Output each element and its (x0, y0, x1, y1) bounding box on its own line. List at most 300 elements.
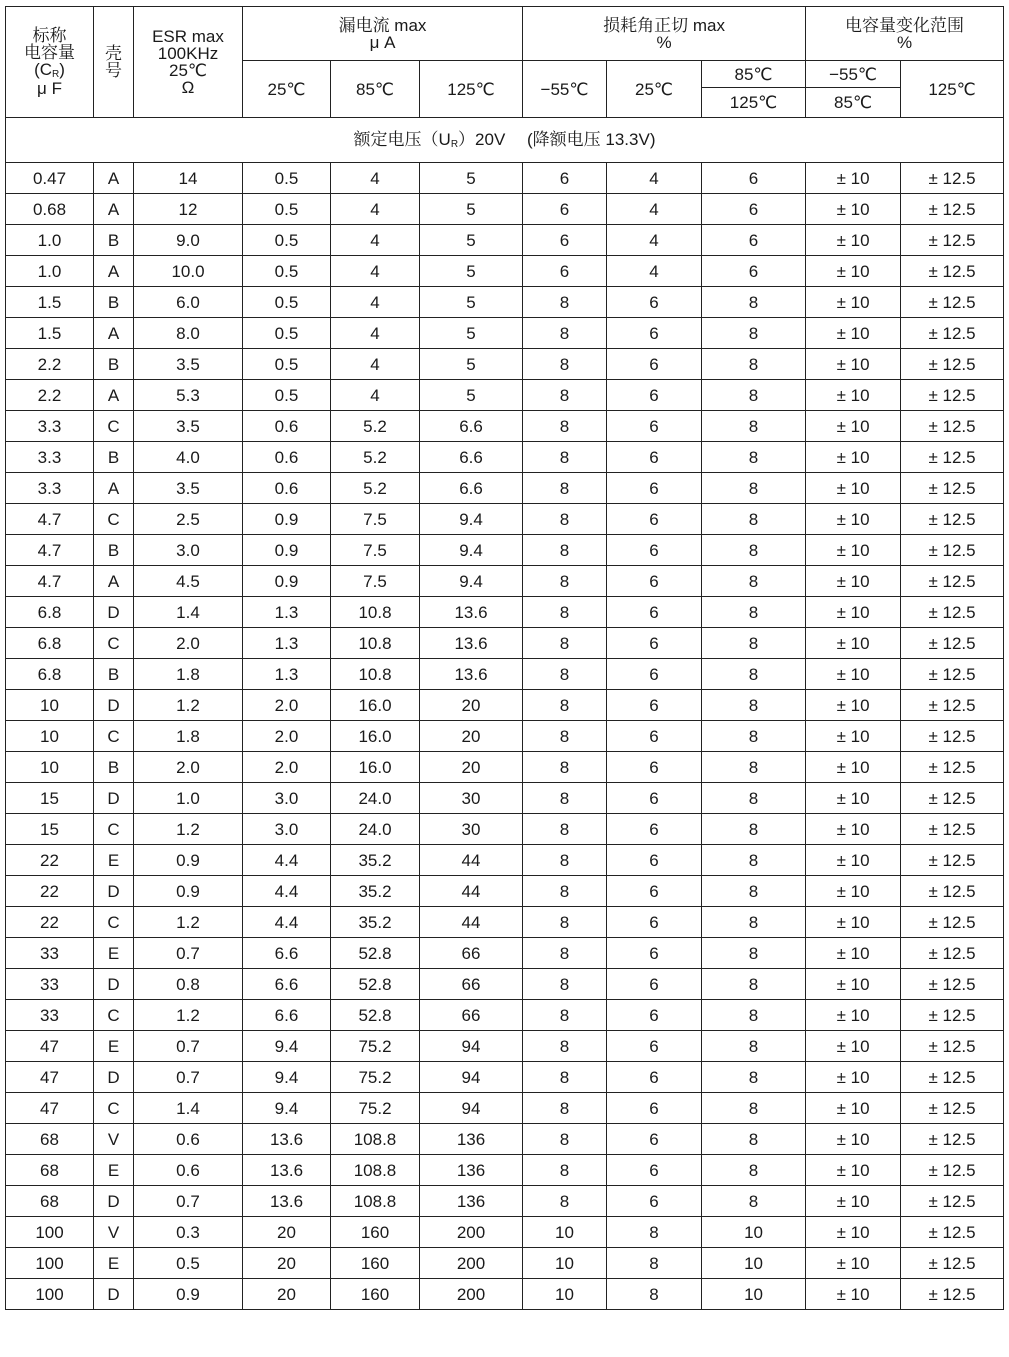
cell-leak-25c: 0.9 (243, 566, 331, 597)
cell-leak-125c: 6.6 (420, 442, 523, 473)
cell-df-minus55c: 8 (523, 876, 607, 907)
cell-cap-change-minus55-85c: ± 10 (806, 597, 901, 628)
cap-change-unit: % (896, 32, 913, 52)
cell-leak-25c: 6.6 (243, 969, 331, 1000)
cell-case: C (94, 411, 134, 442)
cell-df-25c: 6 (607, 411, 702, 442)
cell-cap-change-minus55-85c: ± 10 (806, 1062, 901, 1093)
cell-case: V (94, 1124, 134, 1155)
cell-df-25c: 6 (607, 1186, 702, 1217)
cell-leak-25c: 0.5 (243, 287, 331, 318)
cell-df-25c: 6 (607, 597, 702, 628)
cell-esr: 1.4 (134, 1093, 243, 1124)
cell-df-25c: 8 (607, 1279, 702, 1310)
cell-leak-125c: 66 (420, 1000, 523, 1031)
cap-change-col-minus55c: −55℃ (806, 61, 901, 88)
cell-case: D (94, 876, 134, 907)
cell-esr: 1.2 (134, 690, 243, 721)
cell-df-minus55c: 6 (523, 163, 607, 194)
cell-df-25c: 6 (607, 473, 702, 504)
cell-df-85-125c: 8 (702, 411, 806, 442)
header-dissipation-factor (523, 7, 806, 61)
cell-leak-85c: 108.8 (331, 1124, 420, 1155)
table-row (6, 969, 1004, 1000)
cell-leak-25c: 2.0 (243, 690, 331, 721)
cell-df-85-125c: 8 (702, 721, 806, 752)
cell-cap-change-minus55-85c: ± 10 (806, 287, 901, 318)
cell-capacitance: 3.3 (6, 411, 94, 442)
cell-leak-25c: 20 (243, 1217, 331, 1248)
cell-esr: 10.0 (134, 256, 243, 287)
cell-leak-125c: 13.6 (420, 628, 523, 659)
cell-leak-125c: 200 (420, 1248, 523, 1279)
cell-cap-change-minus55-85c: ± 10 (806, 256, 901, 287)
cell-esr: 0.9 (134, 1279, 243, 1310)
cell-cap-change-minus55-85c: ± 10 (806, 504, 901, 535)
cell-cap-change-125c: ± 12.5 (901, 504, 1004, 535)
cell-leak-125c: 5 (420, 349, 523, 380)
cell-df-25c: 6 (607, 1031, 702, 1062)
table-row (6, 845, 1004, 876)
table-row (6, 194, 1004, 225)
cell-leak-85c: 4 (331, 287, 420, 318)
cell-cap-change-125c: ± 12.5 (901, 907, 1004, 938)
cell-capacitance: 3.3 (6, 442, 94, 473)
leakage-unit: μ A (369, 32, 396, 52)
cell-capacitance: 100 (6, 1248, 94, 1279)
cell-cap-change-125c: ± 12.5 (901, 566, 1004, 597)
cell-df-85-125c: 8 (702, 442, 806, 473)
cell-leak-125c: 30 (420, 783, 523, 814)
cell-df-25c: 6 (607, 566, 702, 597)
cell-capacitance: 33 (6, 938, 94, 969)
cell-df-25c: 6 (607, 1093, 702, 1124)
cell-capacitance: 10 (6, 690, 94, 721)
cell-capacitance: 10 (6, 721, 94, 752)
cell-esr: 12 (134, 194, 243, 225)
cell-capacitance: 4.7 (6, 535, 94, 566)
cell-cap-change-125c: ± 12.5 (901, 721, 1004, 752)
cell-df-minus55c: 8 (523, 690, 607, 721)
cell-leak-25c: 2.0 (243, 721, 331, 752)
cell-capacitance: 100 (6, 1217, 94, 1248)
table-row (6, 783, 1004, 814)
cell-df-minus55c: 8 (523, 845, 607, 876)
cell-df-25c: 4 (607, 256, 702, 287)
cell-capacitance: 47 (6, 1093, 94, 1124)
table-row (6, 349, 1004, 380)
cell-leak-125c: 5 (420, 380, 523, 411)
table-row (6, 535, 1004, 566)
cell-df-25c: 6 (607, 907, 702, 938)
cell-cap-change-minus55-85c: ± 10 (806, 845, 901, 876)
cell-cap-change-125c: ± 12.5 (901, 969, 1004, 1000)
cell-capacitance: 1.5 (6, 287, 94, 318)
cell-cap-change-125c: ± 12.5 (901, 628, 1004, 659)
cell-df-minus55c: 8 (523, 380, 607, 411)
section-suffix: ）20V (降额电压 13.3V) (458, 129, 656, 149)
cell-cap-change-125c: ± 12.5 (901, 1000, 1004, 1031)
cell-df-minus55c: 8 (523, 721, 607, 752)
cell-df-minus55c: 8 (523, 938, 607, 969)
cell-case: A (94, 380, 134, 411)
df-title: 损耗角正切 max (603, 15, 725, 35)
cell-leak-85c: 75.2 (331, 1031, 420, 1062)
cell-case: C (94, 1093, 134, 1124)
cell-cap-change-125c: ± 12.5 (901, 442, 1004, 473)
leakage-title: 漏电流 max (338, 15, 427, 35)
cell-capacitance: 6.8 (6, 659, 94, 690)
cell-leak-85c: 35.2 (331, 876, 420, 907)
table-row (6, 318, 1004, 349)
cell-leak-25c: 20 (243, 1248, 331, 1279)
cell-leak-125c: 66 (420, 969, 523, 1000)
cell-leak-125c: 5 (420, 194, 523, 225)
cap-change-title: 电容量变化范围 (845, 15, 965, 35)
cell-capacitance: 47 (6, 1062, 94, 1093)
cell-cap-change-125c: ± 12.5 (901, 752, 1004, 783)
cell-df-25c: 6 (607, 876, 702, 907)
cell-leak-125c: 5 (420, 163, 523, 194)
cell-df-85-125c: 6 (702, 256, 806, 287)
cell-leak-85c: 5.2 (331, 442, 420, 473)
cell-df-85-125c: 8 (702, 597, 806, 628)
cell-df-85-125c: 8 (702, 628, 806, 659)
cell-capacitance: 10 (6, 752, 94, 783)
cell-df-25c: 6 (607, 442, 702, 473)
cell-leak-25c: 4.4 (243, 876, 331, 907)
cell-cap-change-125c: ± 12.5 (901, 473, 1004, 504)
cell-leak-25c: 0.5 (243, 318, 331, 349)
cell-case: D (94, 1186, 134, 1217)
cell-cap-change-minus55-85c: ± 10 (806, 690, 901, 721)
cell-case: A (94, 194, 134, 225)
cell-df-minus55c: 10 (523, 1248, 607, 1279)
cell-cap-change-minus55-85c: ± 10 (806, 783, 901, 814)
table-row (6, 566, 1004, 597)
cell-capacitance: 100 (6, 1279, 94, 1310)
cell-df-25c: 6 (607, 969, 702, 1000)
cell-case: D (94, 783, 134, 814)
cell-df-85-125c: 8 (702, 473, 806, 504)
cell-capacitance: 0.68 (6, 194, 94, 225)
cell-leak-25c: 1.3 (243, 597, 331, 628)
cell-df-minus55c: 8 (523, 504, 607, 535)
cell-case: A (94, 163, 134, 194)
cell-capacitance: 6.8 (6, 628, 94, 659)
cell-leak-85c: 4 (331, 318, 420, 349)
cell-capacitance: 22 (6, 845, 94, 876)
cell-leak-85c: 4 (331, 349, 420, 380)
cell-cap-change-minus55-85c: ± 10 (806, 1279, 901, 1310)
cell-capacitance: 22 (6, 907, 94, 938)
leak-col-125c: 125℃ (420, 61, 523, 118)
cell-df-85-125c: 8 (702, 752, 806, 783)
cell-case: C (94, 721, 134, 752)
cell-case: E (94, 845, 134, 876)
cell-esr: 0.7 (134, 938, 243, 969)
cell-leak-25c: 9.4 (243, 1031, 331, 1062)
cell-leak-125c: 9.4 (420, 535, 523, 566)
cell-df-minus55c: 8 (523, 566, 607, 597)
cell-df-minus55c: 8 (523, 411, 607, 442)
cell-esr: 1.8 (134, 721, 243, 752)
cell-df-minus55c: 10 (523, 1217, 607, 1248)
cell-leak-125c: 44 (420, 907, 523, 938)
cell-df-25c: 6 (607, 380, 702, 411)
cell-df-25c: 6 (607, 845, 702, 876)
cell-leak-85c: 7.5 (331, 535, 420, 566)
cell-leak-25c: 20 (243, 1279, 331, 1310)
cell-leak-125c: 94 (420, 1062, 523, 1093)
cell-leak-125c: 9.4 (420, 504, 523, 535)
cell-cap-change-125c: ± 12.5 (901, 535, 1004, 566)
cell-capacitance: 68 (6, 1124, 94, 1155)
cell-df-85-125c: 8 (702, 1124, 806, 1155)
cell-df-85-125c: 8 (702, 845, 806, 876)
cell-cap-change-125c: ± 12.5 (901, 1031, 1004, 1062)
cell-cap-change-minus55-85c: ± 10 (806, 1186, 901, 1217)
cell-cap-change-125c: ± 12.5 (901, 1186, 1004, 1217)
cell-case: D (94, 1279, 134, 1310)
cell-case: D (94, 1062, 134, 1093)
cell-df-minus55c: 8 (523, 442, 607, 473)
table-row (6, 597, 1004, 628)
table-row (6, 411, 1004, 442)
table-row (6, 473, 1004, 504)
cell-df-85-125c: 6 (702, 225, 806, 256)
cell-cap-change-125c: ± 12.5 (901, 597, 1004, 628)
table-row (6, 938, 1004, 969)
table-row (6, 380, 1004, 411)
cell-leak-25c: 0.9 (243, 504, 331, 535)
case-label-line1: 壳 (105, 44, 122, 63)
cell-df-minus55c: 6 (523, 256, 607, 287)
cell-leak-125c: 9.4 (420, 566, 523, 597)
cell-cap-change-minus55-85c: ± 10 (806, 380, 901, 411)
cell-leak-25c: 4.4 (243, 907, 331, 938)
cell-esr: 14 (134, 163, 243, 194)
cell-leak-25c: 0.5 (243, 349, 331, 380)
df-unit: % (656, 32, 672, 52)
cell-leak-125c: 200 (420, 1217, 523, 1248)
cell-cap-change-minus55-85c: ± 10 (806, 1155, 901, 1186)
cell-case: B (94, 752, 134, 783)
cell-case: C (94, 1000, 134, 1031)
cell-df-minus55c: 6 (523, 194, 607, 225)
table-row (6, 628, 1004, 659)
esr-label-line1: ESR max (152, 27, 224, 46)
cell-leak-25c: 0.5 (243, 163, 331, 194)
cap-label-line2: 电容量 (24, 43, 75, 62)
cell-cap-change-minus55-85c: ± 10 (806, 163, 901, 194)
cell-leak-85c: 16.0 (331, 752, 420, 783)
cell-leak-125c: 136 (420, 1124, 523, 1155)
cell-leak-85c: 24.0 (331, 783, 420, 814)
cell-df-25c: 4 (607, 225, 702, 256)
cell-cap-change-minus55-85c: ± 10 (806, 566, 901, 597)
header-case (94, 7, 134, 118)
cell-leak-25c: 6.6 (243, 938, 331, 969)
cell-df-minus55c: 8 (523, 1186, 607, 1217)
cell-df-85-125c: 8 (702, 287, 806, 318)
cell-leak-125c: 136 (420, 1155, 523, 1186)
cell-df-minus55c: 8 (523, 1031, 607, 1062)
cell-df-85-125c: 8 (702, 349, 806, 380)
cell-df-85-125c: 8 (702, 938, 806, 969)
cell-df-minus55c: 8 (523, 814, 607, 845)
cell-leak-125c: 20 (420, 690, 523, 721)
cell-cap-change-minus55-85c: ± 10 (806, 969, 901, 1000)
cell-capacitance: 22 (6, 876, 94, 907)
cell-leak-85c: 4 (331, 380, 420, 411)
cell-case: V (94, 1217, 134, 1248)
cell-case: D (94, 597, 134, 628)
cell-df-25c: 6 (607, 1000, 702, 1031)
cell-leak-85c: 108.8 (331, 1155, 420, 1186)
cell-esr: 0.9 (134, 876, 243, 907)
cell-df-85-125c: 8 (702, 690, 806, 721)
cell-cap-change-125c: ± 12.5 (901, 1279, 1004, 1310)
cell-esr: 0.7 (134, 1186, 243, 1217)
cell-esr: 0.7 (134, 1062, 243, 1093)
cell-df-25c: 6 (607, 721, 702, 752)
df-col-25c: 25℃ (607, 61, 702, 118)
cell-leak-25c: 1.3 (243, 628, 331, 659)
cell-df-minus55c: 8 (523, 783, 607, 814)
cell-leak-125c: 5 (420, 287, 523, 318)
cell-leak-125c: 44 (420, 876, 523, 907)
cell-esr: 2.0 (134, 752, 243, 783)
cell-case: B (94, 535, 134, 566)
cell-leak-125c: 5 (420, 318, 523, 349)
cell-cap-change-125c: ± 12.5 (901, 1217, 1004, 1248)
cell-leak-25c: 0.6 (243, 411, 331, 442)
cell-df-minus55c: 8 (523, 907, 607, 938)
cell-df-minus55c: 8 (523, 752, 607, 783)
cell-df-85-125c: 8 (702, 876, 806, 907)
cell-esr: 8.0 (134, 318, 243, 349)
cell-leak-85c: 7.5 (331, 566, 420, 597)
table-row (6, 1217, 1004, 1248)
cell-df-85-125c: 8 (702, 318, 806, 349)
cell-case: D (94, 690, 134, 721)
cell-esr: 0.7 (134, 1031, 243, 1062)
cell-case: B (94, 349, 134, 380)
cell-leak-85c: 5.2 (331, 473, 420, 504)
esr-label-line2: 100KHz (157, 44, 219, 63)
cell-leak-85c: 10.8 (331, 628, 420, 659)
cell-esr: 1.0 (134, 783, 243, 814)
cell-leak-25c: 3.0 (243, 783, 331, 814)
esr-label-line4: Ω (181, 78, 195, 97)
cell-leak-25c: 9.4 (243, 1062, 331, 1093)
cell-capacitance: 0.47 (6, 163, 94, 194)
cell-df-minus55c: 8 (523, 659, 607, 690)
cell-df-25c: 6 (607, 1124, 702, 1155)
cell-esr: 0.3 (134, 1217, 243, 1248)
table-row (6, 814, 1004, 845)
cell-cap-change-125c: ± 12.5 (901, 287, 1004, 318)
cell-leak-125c: 6.6 (420, 411, 523, 442)
cell-leak-85c: 7.5 (331, 504, 420, 535)
cell-leak-85c: 75.2 (331, 1093, 420, 1124)
cell-cap-change-125c: ± 12.5 (901, 1155, 1004, 1186)
cell-cap-change-minus55-85c: ± 10 (806, 318, 901, 349)
cell-df-25c: 6 (607, 938, 702, 969)
table-row (6, 225, 1004, 256)
cell-df-25c: 6 (607, 659, 702, 690)
cell-df-85-125c: 8 (702, 1155, 806, 1186)
cell-leak-85c: 160 (331, 1248, 420, 1279)
cell-leak-125c: 94 (420, 1093, 523, 1124)
cell-leak-85c: 4 (331, 225, 420, 256)
table-row (6, 876, 1004, 907)
cell-capacitance: 15 (6, 814, 94, 845)
cell-leak-85c: 10.8 (331, 597, 420, 628)
cell-cap-change-minus55-85c: ± 10 (806, 473, 901, 504)
cell-leak-25c: 13.6 (243, 1124, 331, 1155)
cell-cap-change-minus55-85c: ± 10 (806, 1248, 901, 1279)
cell-esr: 1.2 (134, 814, 243, 845)
table-row (6, 1031, 1004, 1062)
cell-leak-25c: 1.3 (243, 659, 331, 690)
cell-cap-change-minus55-85c: ± 10 (806, 411, 901, 442)
cell-leak-85c: 5.2 (331, 411, 420, 442)
cell-df-25c: 6 (607, 535, 702, 566)
cell-df-85-125c: 8 (702, 1093, 806, 1124)
cell-case: B (94, 287, 134, 318)
cell-esr: 6.0 (134, 287, 243, 318)
cell-cap-change-minus55-85c: ± 10 (806, 1093, 901, 1124)
capacitor-spec-table (5, 6, 1004, 1310)
cell-capacitance: 68 (6, 1186, 94, 1217)
cell-cap-change-minus55-85c: ± 10 (806, 938, 901, 969)
cell-case: A (94, 566, 134, 597)
case-label-line2: 号 (105, 61, 122, 80)
cell-case: E (94, 938, 134, 969)
cell-capacitance: 68 (6, 1155, 94, 1186)
cell-df-minus55c: 8 (523, 535, 607, 566)
cell-leak-85c: 24.0 (331, 814, 420, 845)
cell-esr: 5.3 (134, 380, 243, 411)
header-esr (134, 7, 243, 118)
cell-df-85-125c: 8 (702, 1000, 806, 1031)
cell-esr: 3.0 (134, 535, 243, 566)
cell-df-minus55c: 8 (523, 473, 607, 504)
df-col-85c: 85℃ (702, 61, 806, 88)
cell-df-25c: 6 (607, 318, 702, 349)
table-row (6, 659, 1004, 690)
cell-case: B (94, 225, 134, 256)
cell-esr: 2.5 (134, 504, 243, 535)
cell-df-85-125c: 8 (702, 659, 806, 690)
cell-leak-125c: 20 (420, 721, 523, 752)
cell-df-25c: 8 (607, 1248, 702, 1279)
cell-cap-change-125c: ± 12.5 (901, 225, 1004, 256)
cell-leak-25c: 0.5 (243, 380, 331, 411)
table-row (6, 752, 1004, 783)
table-row (6, 504, 1004, 535)
cell-leak-25c: 9.4 (243, 1093, 331, 1124)
cell-leak-85c: 16.0 (331, 690, 420, 721)
cell-cap-change-125c: ± 12.5 (901, 318, 1004, 349)
cell-leak-125c: 13.6 (420, 659, 523, 690)
cap-label-line4: μ F (37, 79, 62, 98)
cell-case: E (94, 1031, 134, 1062)
cell-capacitance: 3.3 (6, 473, 94, 504)
table-row (6, 442, 1004, 473)
